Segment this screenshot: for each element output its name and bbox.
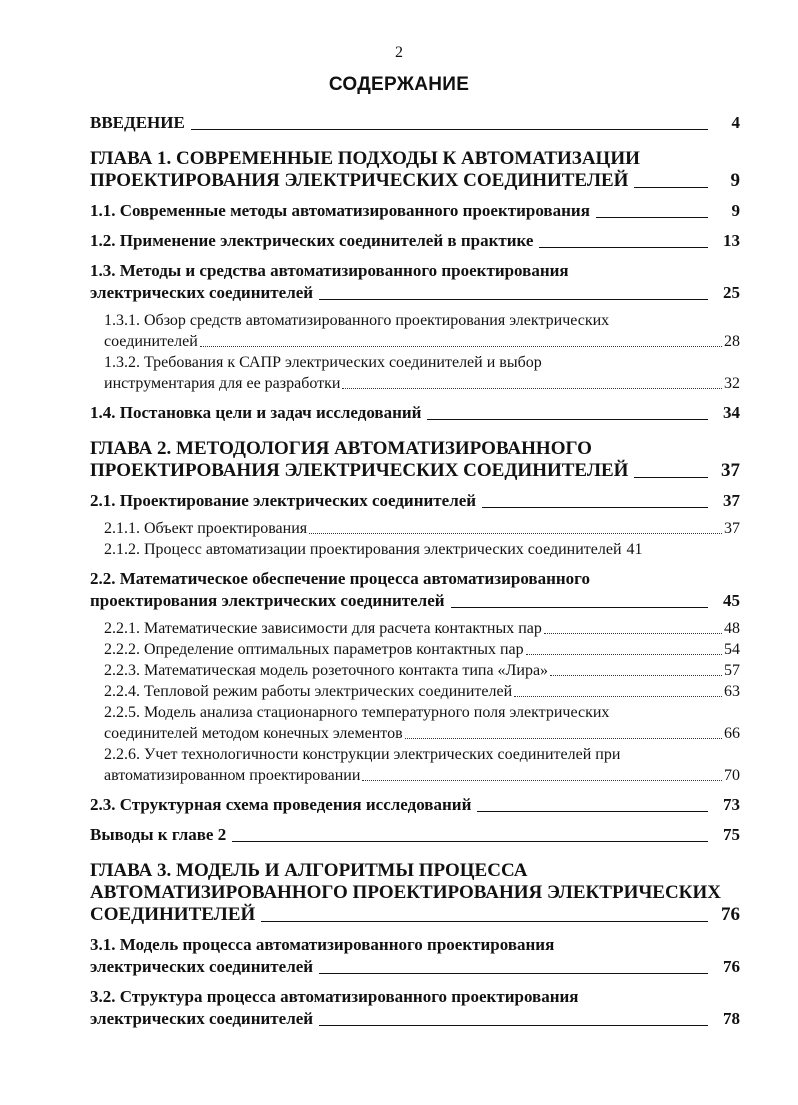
leader-line — [634, 477, 708, 478]
toc-entry-title-line: АВТОМАТИЗИРОВАННОГО ПРОЕКТИРОВАНИЯ ЭЛЕКТРИЧЕСКИХ — [90, 882, 721, 903]
leader-line — [191, 129, 708, 130]
toc-entry-1-1[interactable] — [90, 200, 740, 222]
leader-line — [634, 187, 708, 188]
leader-dots — [405, 738, 722, 739]
toc-entry-title-line: СОЕДИНИТЕЛЕЙ — [90, 904, 256, 925]
toc-entry-2-2-2[interactable] — [90, 639, 740, 660]
leader-dots — [362, 780, 722, 781]
toc-entry-chapter-2-conclusions[interactable] — [90, 824, 740, 846]
toc-page-number: 66 — [724, 725, 740, 742]
toc-page-number: 78 — [723, 1009, 740, 1028]
toc-entry-title-line: электрических соединителей — [90, 957, 314, 976]
toc-entry-3-2[interactable] — [90, 986, 740, 1030]
toc-entry-title-line: 2.2. Математическое обеспечение процесса автоматизированного — [90, 569, 590, 588]
toc-page-number: 76 — [721, 904, 740, 925]
toc-entry-1-3[interactable] — [90, 260, 740, 304]
toc-entry-chapter-2[interactable] — [90, 438, 740, 482]
leader-dots — [550, 675, 722, 676]
toc-entry-title-line: инструментария для ее разработки — [104, 375, 341, 392]
leader-line — [427, 419, 708, 420]
leader-line — [319, 299, 708, 300]
leader-dots — [342, 388, 722, 389]
toc-entry-title: 1.1. Современные методы автоматизированного проектирования — [90, 201, 590, 220]
toc-entry-title-line: 3.2. Структура процесса автоматизированного проектирования — [90, 987, 579, 1006]
toc-entry-2-3[interactable] — [90, 794, 740, 816]
toc-entry-title: 2.3. Структурная схема проведения исследований — [90, 795, 472, 814]
toc-page-number: 13 — [723, 231, 740, 250]
toc-entry-title-line: электрических соединителей — [90, 1009, 314, 1028]
toc-entry-title: 2.2.1. Математические зависимости для расчета контактных пар — [104, 620, 542, 637]
toc-page-number: 75 — [723, 825, 740, 844]
toc-entry-title: 2.2.3. Математическая модель розеточного контакта типа «Лира» — [104, 662, 549, 679]
leader-line — [596, 217, 708, 218]
toc-entry-title-line: соединителей методом конечных элементов — [104, 725, 403, 742]
toc-entry-introduction[interactable] — [90, 112, 740, 134]
toc-entry-2-2-1[interactable] — [90, 618, 740, 639]
toc-entry-title: 2.1. Проектирование электрических соединителей — [90, 491, 477, 510]
toc-page-number: 73 — [723, 795, 740, 814]
leader-dots — [526, 654, 722, 655]
toc-entry-2-2-6[interactable] — [90, 744, 740, 786]
toc-page-number: 70 — [724, 767, 740, 784]
toc-page-number: 45 — [723, 591, 740, 610]
toc-entry-title-line: проектирования электрических соединителей — [90, 591, 445, 610]
toc-entry-title: 1.2. Применение электрических соединителей в практике — [90, 231, 534, 250]
toc-entry-title-line: соединителей — [104, 333, 198, 350]
toc-entry-2-2-5[interactable] — [90, 702, 740, 744]
toc-page-number: 63 — [724, 683, 740, 700]
leader-line — [319, 973, 708, 974]
toc-page-number: 32 — [724, 375, 740, 392]
toc-page-number: 76 — [723, 957, 740, 976]
toc-entry-2-1-1[interactable] — [90, 518, 740, 539]
leader-dots — [309, 533, 722, 534]
toc-page-number: 37 — [721, 460, 740, 481]
toc-page-number: 41 — [626, 541, 643, 558]
toc-entry-title: 2.2.4. Тепловой режим работы электрических соединителей — [104, 683, 513, 700]
toc-entry-chapter-3[interactable] — [90, 860, 740, 926]
toc-entry-title-line: 3.1. Модель процесса автоматизированного проектирования — [90, 935, 555, 954]
toc-entry-title: 2.1.2. Процесс автоматизации проектирования электрических соединителей — [104, 541, 622, 558]
leader-line — [482, 507, 708, 508]
toc-entry-1-4[interactable] — [90, 402, 740, 424]
toc-entry-1-3-1[interactable] — [90, 310, 740, 352]
toc-page-number: 4 — [731, 113, 740, 132]
toc-entry-3-1[interactable] — [90, 934, 740, 978]
toc-entry-title-line: 1.3.2. Требования к САПР электрических соединителей и выбор — [104, 354, 542, 371]
leader-line — [261, 921, 708, 922]
toc-entry-title-line: 1.3.1. Обзор средств автоматизированного проектирования электрических — [104, 312, 610, 329]
toc-entry-title-line: 1.3. Методы и средства автоматизированного проектирования — [90, 261, 569, 280]
toc-entry-title-line: электрических соединителей — [90, 283, 314, 302]
leader-dots — [544, 633, 722, 634]
toc-entry-title: 2.1.1. Объект проектирования — [104, 520, 308, 537]
toc-entry-2-1[interactable] — [90, 490, 740, 512]
page-title: СОДЕРЖАНИЕ — [328, 74, 470, 95]
page-number: 2 — [395, 44, 403, 61]
toc-entry-1-2[interactable] — [90, 230, 740, 252]
toc-page-number: 48 — [724, 620, 740, 637]
toc-entry-title-line: 2.2.6. Учет технологичности конструкции электрических соединителей при — [104, 746, 621, 763]
leader-line — [319, 1025, 708, 1026]
toc-entry-title-line: ГЛАВА 1. СОВРЕМЕННЫЕ ПОДХОДЫ К АВТОМАТИЗАЦИИ — [90, 148, 640, 169]
toc-page-number: 9 — [731, 201, 740, 220]
table-of-contents — [90, 112, 740, 1030]
leader-line — [477, 811, 708, 812]
toc-page-number: 37 — [723, 491, 740, 510]
toc-entry-title-line: ГЛАВА 3. МОДЕЛЬ И АЛГОРИТМЫ ПРОЦЕССА — [90, 860, 528, 881]
toc-page-number: 57 — [724, 662, 740, 679]
toc-page-number: 54 — [724, 641, 740, 658]
toc-entry-1-3-2[interactable] — [90, 352, 740, 394]
toc-page-number: 37 — [724, 520, 740, 537]
toc-page-number: 25 — [723, 283, 740, 302]
toc-page-number: 9 — [730, 170, 740, 191]
toc-entry-2-2-4[interactable] — [90, 681, 740, 702]
toc-entry-2-1-2[interactable] — [90, 539, 740, 560]
toc-entry-title-line: ПРОЕКТИРОВАНИЯ ЭЛЕКТРИЧЕСКИХ СОЕДИНИТЕЛЕЙ — [90, 170, 629, 191]
toc-entry-chapter-1[interactable] — [90, 148, 740, 192]
toc-entry-title: Выводы к главе 2 — [90, 825, 227, 844]
leader-dots — [514, 696, 722, 697]
toc-page-number: 34 — [723, 403, 740, 422]
toc-entry-title-line: ПРОЕКТИРОВАНИЯ ЭЛЕКТРИЧЕСКИХ СОЕДИНИТЕЛЕЙ — [90, 460, 629, 481]
toc-entry-title: 1.4. Постановка цели и задач исследований — [90, 403, 422, 422]
toc-page-number: 28 — [724, 333, 740, 350]
toc-entry-title-line: автоматизированном проектировании — [104, 767, 361, 784]
leader-line — [539, 247, 708, 248]
toc-entry-title-line: ГЛАВА 2. МЕТОДОЛОГИЯ АВТОМАТИЗИРОВАННОГО — [90, 438, 592, 459]
toc-entry-title: ВВЕДЕНИЕ — [90, 113, 185, 132]
leader-line — [232, 841, 708, 842]
toc-entry-2-2[interactable] — [90, 568, 740, 612]
leader-dots — [200, 346, 722, 347]
toc-entry-2-2-3[interactable] — [90, 660, 740, 681]
leader-line — [451, 607, 708, 608]
toc-entry-title-line: 2.2.5. Модель анализа стационарного температурного поля электрических — [104, 704, 610, 721]
toc-entry-title: 2.2.2. Определение оптимальных параметров контактных пар — [104, 641, 524, 658]
